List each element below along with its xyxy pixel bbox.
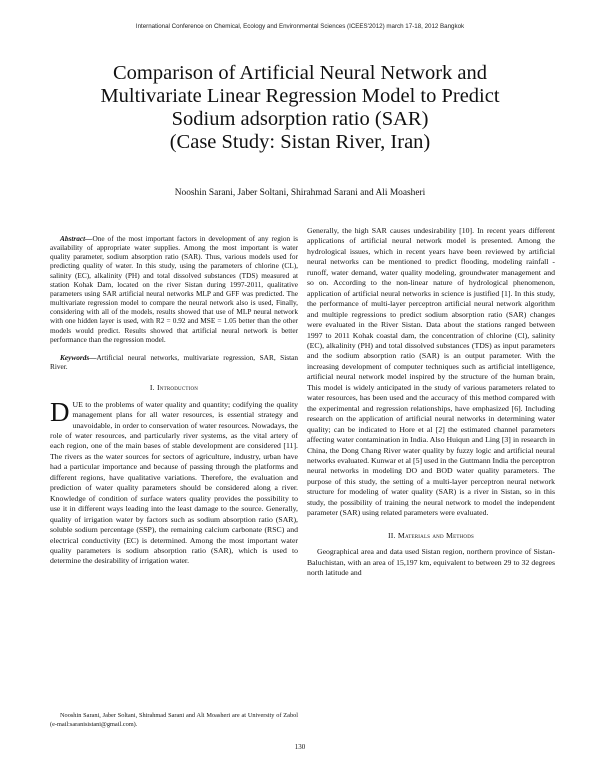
- section-1-numeral: I.: [149, 383, 155, 393]
- right-paragraph-1: Generally, the high SAR causes undesirability [10]. In recent years different applications of artificial neural network model is presented. Among the hydrological issues, which in recent years have been reviewed by artificial neural networks can be mentioned to predict flooding, modeling rainfall - runoff, water demand, water quality modeling, groundwater management and so on. According to the non-linear nature of hydrological phenomenon, application of artificial neural networks in science is justified [1]. In this study, the performance of multi-layer perceptron artificial neural network algorithm and multiple regressions to predict sodium absorption ratio (SAR) changes were evaluated in the River Sistan. Data about the stations ranged between 1997 to 2011 Kohak coastal dam, the concentration of chlorine (Cl), salinity (EC), alkalinity (PH) and total dissolved substances (TDS) as input parameters and the sodium absorption ratio (SAR) is an output parameter. With the increasing development of computer techniques such as artificial intelligence, artificial neural network model inspired by the structure of the human brain, This model is widely anticipated in the study of various parameters related to water resources, has been used and the accuracy of this method compared with the experimental and regression relationships, have emphasized [6]. Including research on the application of artificial neural networks in determining water quality; can be indicated to Hore et al [2] the estimated channel parameters affecting water contamination in India. Also Huiqun and Ling [3] in research in China, the Dong Chang River water quality by fuzzy logic and artificial neural networks evaluated. Kunwar et al [5] used in the Guttmann India the perceptron neural networks in modeling DO and BOD water quality parameters. The purpose of this study, the setting of a multi-layer perceptron neural network structure for modeling of water quality (SAR) is a river in Sistan, so in this study, the possibility of training the neural network to model the independent parameter (SAR) using related parameters were evaluated.: [307, 226, 555, 518]
- paper-title: [40, 62, 560, 154]
- right-paragraph-2: Geographical area and data used Sistan region, northern province of Sistan-Baluchistan, with an area of 15,197 km, equivalent to between 29 to 32 degrees north latitude and: [307, 547, 555, 578]
- abstract-text: One of the most important factors in development of any region is availability of appropriate water supplies. Among the most important is water quality parameter, sodium absorption ratio (SAR). Thus, various models used for predicting quality of water. In this study, using the parameters of chlorine (CL), salinity (EC), alkalinity (PH) and total dissolved substances (TDS) measured at station Kohak Dam, located on the river Sistan during 1997-2011, qualitative parameters using SAR artificial neural networks MLP and GFF was predicted. The multivariate regression model to compare the neural network also is used, Finally, considering with all of the models, results showed that use of MLP neural network with one hidden layer is used, with R2 = 0.92 and MSE = 1.05 better than the other models would predict. Results showed that artificial neural network is better performance than the regression model.: [50, 234, 298, 344]
- section-heading-introduction: [50, 383, 298, 393]
- keywords-label: Keywords—: [60, 352, 97, 362]
- drop-cap: D: [50, 396, 70, 427]
- title-line-3: Sodium adsorption ratio (SAR): [171, 108, 429, 130]
- left-column: [50, 234, 298, 567]
- title-line-4: (Case Study: Sistan River, Iran): [169, 131, 431, 153]
- intro-text: UE to the problems of water quality and quantity; codifying the quality management plans for all water resources, is essential strategy and unavoidable, in order to conservation of water resources. Nowadays, the role of water resources, and particularly river systems, as the vital artery of each region, one of the main bases of stable development are considered [11]. The rivers as the water sources for sectors of agriculture, industry, urban have had a particular importance and because of passing through the platforms and different regions, have qualitative variations. Therefore, the evaluation and prediction of water quality parameters should be considered along a river. Knowledge of condition of surface waters quality provides the possibility to use it in different ways leading into the least damage to the source. Generally, quality of irrigation water by factors such as sodium absorption ratio (SAR), soluble sodium percentage (SSP), the remaining calcium carbonate (RSC) and electrical conductivity (EC) is determined. Among the most important water quality parameters is sodium absorption ratio (SAR), which is used to determine the desirability of irrigation water.: [50, 399, 298, 566]
- title-line-2: Multivariate Linear Regression Model to Predict: [100, 85, 500, 107]
- section-1-title: Introduction: [157, 383, 199, 393]
- abstract: [50, 234, 298, 344]
- keywords-text: Artificial neural networks, multivariate regression, SAR, Sistan River.: [50, 352, 298, 372]
- title-line-1: Comparison of Artificial Neural Network and: [112, 62, 488, 84]
- author-footnote: Nooshin Sarani, Jaber Soltani, Shirahmad Sarani and Ali Moasheri are at University of Zabol (e-mail:saranisistani@gmail.com).: [50, 712, 298, 728]
- right-column: [307, 226, 555, 579]
- author-list: Nooshin Sarani, Jaber Soltani, Shirahmad Sarani and Ali Moasheri: [174, 188, 426, 198]
- keywords: [50, 353, 298, 371]
- abstract-label: Abstract—: [60, 234, 93, 243]
- page-number: 130: [294, 743, 306, 751]
- section-2-numeral: II.: [387, 530, 396, 540]
- section-heading-materials: [307, 531, 555, 541]
- intro-paragraph: [50, 396, 298, 567]
- section-2-title: Materials and Methods: [397, 530, 475, 540]
- conference-header: International Conference on Chemical, Ecology and Environmental Sciences (ICEES'2012) march 17-18, 2012 Bangkok: [135, 23, 465, 30]
